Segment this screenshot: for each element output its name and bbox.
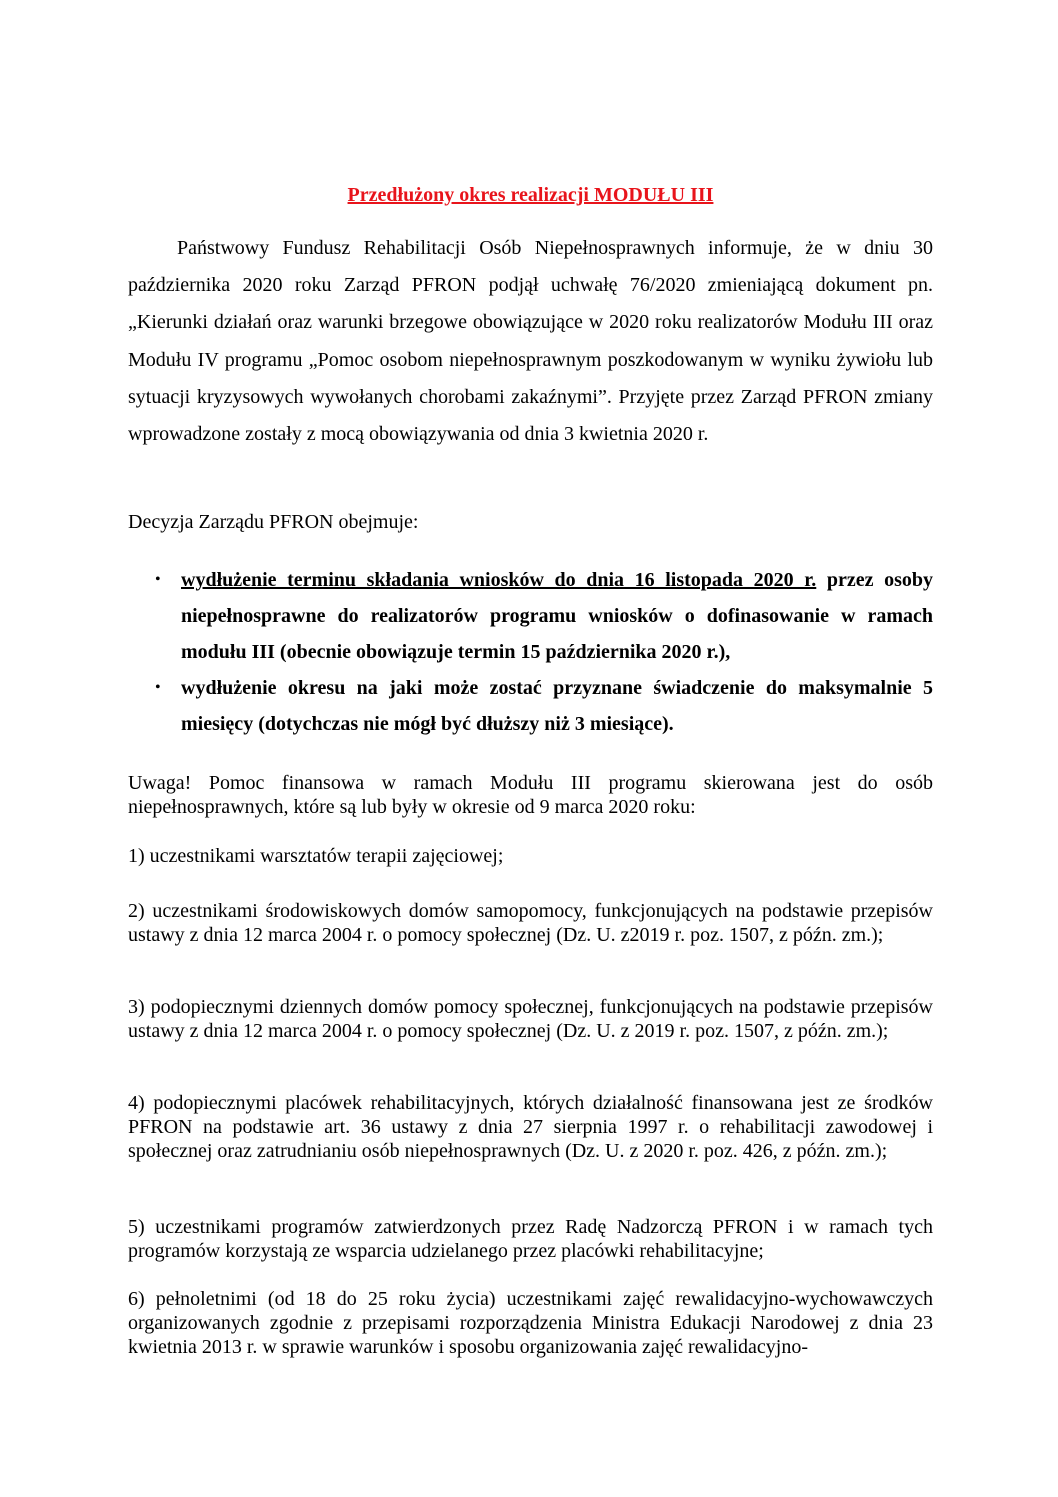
bullet-icon: • [155, 679, 161, 696]
decision-lead: Decyzja Zarządu PFRON obejmuje: [128, 511, 419, 533]
decision-item-1-underlined: wydłużenie terminu składania wniosków do dnia 16 listopada 2020 r. [181, 569, 817, 591]
decision-item-2-text: wydłużenie okresu na jaki może zostać przyznane świadczenie do maksymalnie 5 miesięcy (dotychczas nie mógł być dłuższy niż 3 miesiące). [181, 677, 933, 735]
decision-list [128, 562, 933, 742]
bullet-icon: • [155, 571, 161, 588]
eligibility-item-4: 4) podopiecznymi placówek rehabilitacyjnych, których działalność finansowana jest ze środków PFRON na podstawie art. 36 ustawy z dnia 27 sierpnia 1997 r. o rehabilitacji zawodowej i społecznej oraz zatrudnianiu osób niepełnosprawnych (Dz. U. z 2020 r. poz. 426, z późn. zm.); [128, 1092, 933, 1162]
eligibility-item-1: 1) uczestnikami warsztatów terapii zajęciowej; [128, 845, 504, 867]
document-title: Przedłużony okres realizacji MODUŁU III [347, 184, 714, 206]
eligibility-item-3: 3) podopiecznymi dziennych domów pomocy społecznej, funkcjonujących na podstawie przepisów ustawy z dnia 12 marca 2004 r. o pomocy społecznej (Dz. U. z 2019 r. poz. 1507, z późn. zm.); [128, 996, 933, 1042]
eligibility-item-6: 6) pełnoletnimi (od 18 do 25 roku życia) uczestnikami zajęć rewalidacyjno-wychowawczych organizowanych zgodnie z przepisami rozporządzenia Ministra Edukacji Narodowej z dnia 23 kwietnia 2013 r. w sprawie warunków i sposobu organizowania zajęć rewalidacyjno- [128, 1288, 933, 1358]
document-page [128, 0, 933, 1497]
intro-paragraph: Państwowy Fundusz Rehabilitacji Osób Niepełnosprawnych informuje, że w dniu 30 października 2020 roku Zarząd PFRON podjął uchwałę 76/2020 zmieniającą dokument pn. „Kierunki działań oraz warunki brzegowe obowiązujące w 2020 roku realizatorów Modułu III oraz Modułu IV programu „Pomoc osobom niepełnosprawnym poszkodowanym w wyniku żywiołu lub sytuacji kryzysowych wywołanych chorobami zakaźnymi”. Przyjęte przez Zarząd PFRON zmiany wprowadzone zostały z mocą obowiązywania od dnia 3 kwietnia 2020 r. [128, 237, 933, 446]
decision-item-1-text: przez osoby niepełnosprawne do realizatorów programu wniosków o dofinasowanie w ramach modułu III (obecnie obowiązuje termin 15 października 2020 r.), [181, 569, 933, 663]
eligibility-item-5: 5) uczestnikami programów zatwierdzonych przez Radę Nadzorczą PFRON i w ramach tych programów korzystają ze wsparcia udzielanego przez placówki rehabilitacyjne; [128, 1216, 933, 1262]
eligibility-item-2: 2) uczestnikami środowiskowych domów samopomocy, funkcjonujących na podstawie przepisów ustawy z dnia 12 marca 2004 r. o pomocy społecznej (Dz. U. z2019 r. poz. 1507, z późn. zm.); [128, 900, 933, 946]
note-paragraph: Uwaga! Pomoc finansowa w ramach Modułu III programu skierowana jest do osób niepełnosprawnych, które są lub były w okresie od 9 marca 2020 roku: [128, 772, 933, 818]
decision-item-2 [128, 670, 933, 742]
decision-item-1 [128, 562, 933, 670]
